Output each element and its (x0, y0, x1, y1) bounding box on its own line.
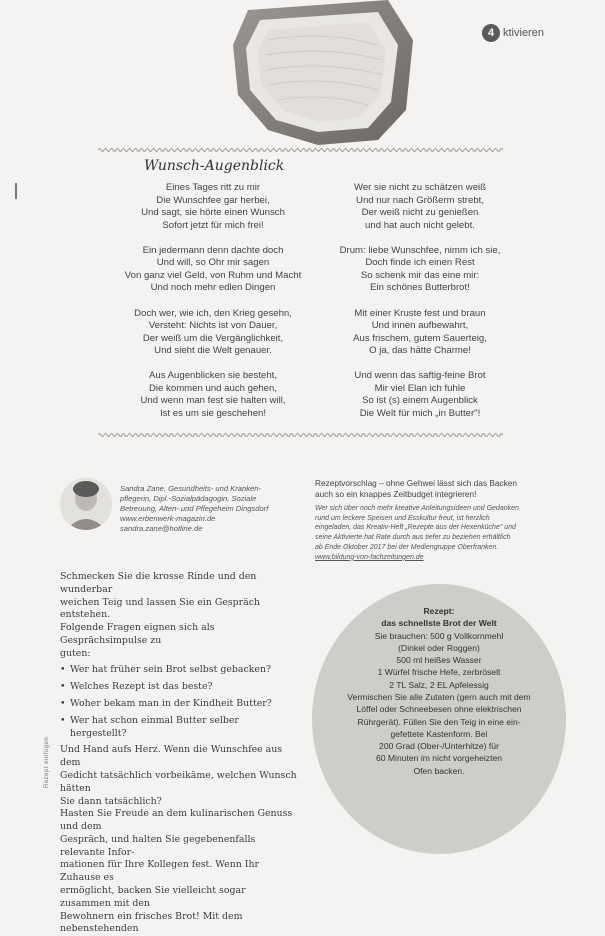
poem-stanza (108, 245, 318, 295)
poem-line: Sofort jetzt für mich frei! (162, 219, 264, 231)
vertical-label: Rezept einfügen (44, 736, 50, 788)
poem-line: Der weiß nicht zu genießen (361, 207, 479, 219)
author-line: www.erbenwerk-magazin.de (120, 514, 216, 524)
body-line: weichen Teig und lassen Sie ein Gespräch entstehen. (60, 596, 261, 621)
recipe-line: 200 Grad (Ober-/Unterhitze) für (379, 741, 499, 752)
body-line: ermöglicht, backen Sie vielleicht sogar zusammen mit den (60, 884, 246, 909)
poem-line: Und will, so Ohr mir sagen (156, 257, 270, 269)
poem-line: O ja, das hätte Charme! (369, 345, 471, 357)
tip-line: auch so ein knappes Zeitbudget integrieren! (315, 489, 477, 500)
poem-line: Ein schönes Butterbrot! (370, 282, 470, 294)
recipe-line: Sie brauchen: 500 g Vollkornmehl (374, 630, 504, 641)
body-intro (60, 571, 298, 660)
recipe-line: Ofen backen. (413, 765, 465, 776)
section-badge (482, 24, 544, 42)
recipe-text (335, 605, 543, 777)
body-line: Gespräch, und halten Sie gegebenenfalls relevante Infor- (60, 833, 256, 858)
recipe-line: gefettete Kastenform. Bei (390, 728, 488, 739)
poem-line: Und noch mehr edlen Dingen (150, 282, 276, 294)
poem-stanza (108, 370, 318, 420)
tip-note-line: www.bildung-von-fachzeitungen.de (315, 553, 424, 561)
author-line: Betreuung, Alten- und Pflegeheim Dingsdorf (120, 504, 269, 514)
recipe-line: 1 Würfel frische Hefe, zerbröselt (377, 667, 501, 678)
recipe-heading: das schnellste Brot der Welt (381, 618, 497, 629)
author-line: Sandra Zane, Gesundheits- und Kranken- (120, 484, 261, 493)
recipe-line: 2 TL Salz, 2 EL Apfelessig (389, 679, 489, 690)
poem-right-column (315, 182, 525, 433)
poem-line: Aus frischem, gutem Sauerteig, (353, 332, 487, 344)
author-info (120, 484, 300, 534)
recipe-line: 60 Minuten im nicht vorgeheizten (375, 753, 503, 764)
wavy-divider-top (98, 146, 503, 154)
poem-line: Die kommen und auch gehen, (149, 382, 277, 394)
poem-line: Ein jedermann denn dachte doch (142, 244, 284, 256)
body-line: guten: (60, 647, 91, 659)
poem-line: Die Wunschfee gar herbei, (156, 194, 270, 206)
author-avatar (60, 478, 112, 530)
recipe-line: Löffel oder Schneebesen ohne elektrischen (356, 704, 522, 715)
question-item: • Woher bekam man in der Kindheit Butter? (60, 698, 298, 711)
poem-line: So ist (s) einem Augenblick (362, 395, 478, 407)
recipe-line: Vermischen Sie alle Zutaten (gern auch mit dem (347, 691, 531, 702)
poem-stanza (108, 182, 318, 232)
poem-title: Wunsch-Augenblick (144, 158, 285, 174)
body-line: Gedicht tatsächlich vorbeikäme, welchen Wunsch hätten (60, 769, 297, 794)
section-label: ktivieren (503, 27, 544, 39)
poem-line: Drum: liebe Wunschfee, nimm ich sie, (339, 244, 501, 256)
body-line: mationen für Ihre Kollegen fest. Wenn Ihr Zuhause es (60, 859, 259, 884)
recipe-line: 500 ml heißes Wasser (396, 655, 482, 666)
bread-photo (228, 0, 418, 148)
poem-line: So schenk mir das eine mir: (360, 269, 480, 281)
author-line: pflegerin, Dipl.-Sozialpädagogin, Soziale (120, 494, 257, 504)
recipe-line: (Dinkel oder Roggen) (398, 642, 480, 653)
tip-note-line: rund um leckere Speisen und Esskultur freut, ist herzlich (315, 514, 490, 522)
poem-line: Versteht: Nichts ist von Dauer, (148, 320, 278, 332)
tip-line: Rezeptvorschlag – ohne Gehwei lässt sich das Backen (315, 478, 518, 488)
recipe-heading: Rezept: (423, 606, 455, 616)
tip-note-line: Wer sich über noch mehr kreative Anleitungsideen und Gedanken (315, 504, 519, 512)
tip-note-line: seine Aktivierte hat Rate durch aus tiefer zu beziehen erhältlich (315, 534, 511, 542)
poem-line: Eines Tages ritt zu mir (165, 182, 261, 193)
body-line: Bewohnern ein frisches Brot! Mit dem nebenstehenden (60, 910, 243, 935)
poem-line: Und wenn man fest sie halten will, (140, 395, 286, 407)
poem-stanza (108, 308, 318, 358)
section-number: 4 (482, 24, 500, 42)
tip-note (315, 504, 550, 563)
poem-line: Und sagt, sie hörte einen Wunsch (141, 207, 285, 219)
poem-line: und hat auch nicht gelebt. (365, 219, 475, 231)
poem-stanza (315, 370, 525, 420)
author-line: sandra.zane@hotline.de (120, 524, 203, 534)
poem-line: Und nur nach Größerm strebt, (356, 194, 484, 206)
question-item: • Welches Rezept ist das beste? (60, 681, 298, 694)
body-line: Hasten Sie Freude an dem kulinarischen Genuss und dem (60, 808, 293, 833)
wavy-divider-bottom (98, 431, 503, 439)
poem-stanza (315, 182, 525, 232)
body-line: Schmecken Sie die krosse Rinde und den wunderbar (60, 571, 257, 595)
question-item: • Wer hat schon einmal Butter selber hergestellt? (60, 715, 298, 741)
tip-note-line: ab Ende Oktober 2017 bei der Mediengruppe Oberfranken. (315, 544, 499, 552)
margin-mark (15, 183, 17, 199)
poem-line: Doch wer, wie ich, den Krieg gesehn, (134, 307, 292, 319)
poem-line: Und innen aufbewahrt, (371, 320, 469, 332)
poem-stanza (315, 308, 525, 358)
poem-line: Und sieht die Welt genauer. (154, 345, 272, 357)
poem-line: Von ganz viel Geld, von Ruhm und Macht (124, 269, 302, 281)
question-list (60, 664, 298, 740)
body-line: Sie dann tatsächlich? (60, 795, 162, 807)
poem-left-column (108, 182, 318, 433)
poem-line: Mir viel Elan ich fuhle (374, 382, 466, 394)
poem-line: Mit einer Kruste fest und braun (354, 307, 486, 319)
poem-line: Wer sie nicht zu schätzen weiß (353, 182, 487, 193)
poem-line: Ist es um sie geschehen! (159, 407, 267, 419)
poem-line: Doch finde ich einen Rest (365, 257, 475, 269)
recipe-line: Rührgerät). Füllen Sie den Teig in eine ein- (357, 716, 521, 727)
poem-line: Aus Augenblicken sie besteht, (148, 370, 277, 382)
poem-line: Der weiß um die Vergänglichkeit, (142, 332, 284, 344)
tip-lead (315, 478, 550, 501)
question-item: • Wer hat früher sein Brot selbst gebacken? (60, 664, 298, 677)
tip-note-line: eingeladen, das Kreativ-Heft „Rezepte aus der Hexenküche" und (315, 524, 516, 532)
poem-line: Die Welt für mich „in Butter"! (359, 407, 481, 419)
body-text (60, 571, 298, 936)
poem-stanza (315, 245, 525, 295)
body-line: Folgende Fragen eignen sich als Gesprächsimpulse zu (60, 622, 215, 646)
body-outro (60, 744, 298, 936)
tip-box (315, 478, 550, 563)
body-line: Und Hand aufs Herz. Wenn die Wunschfee aus dem (60, 744, 283, 769)
poem-line: Und wenn das saftig-feine Brot (354, 370, 486, 382)
